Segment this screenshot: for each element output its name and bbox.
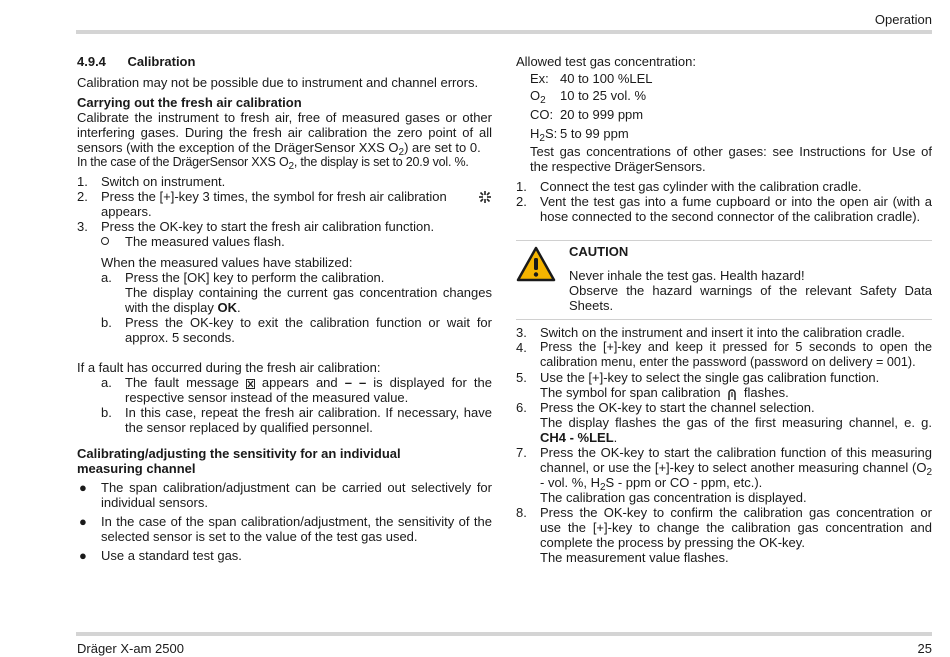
fault-substep-b: b. In this case, repeat the fresh air calibration. If necessary, have the sensor replaced by qualified personnel. <box>101 405 492 435</box>
footer-page-number: 25 <box>917 641 932 656</box>
span-heading: Calibrating/adjusting the sensitivity for an individual measuring channel <box>77 446 401 476</box>
section-title: Calibration <box>127 54 196 69</box>
bullet-icon: ● <box>79 514 87 529</box>
footer-product: Dräger X-am 2500 <box>77 641 184 656</box>
fresh-air-heading: Carrying out the fresh air calibration <box>77 95 302 110</box>
substep-b: b. Press the OK-key to exit the calibration function or wait for approx. 5 seconds. <box>101 315 492 345</box>
fresh-air-paragraph-2: In the case of the DrägerSensor XXS $O_2$, the display is set to 20.9 vol. %. <box>77 155 469 172</box>
dash-symbol: – – <box>344 375 367 390</box>
bullet-icon: ● <box>79 548 87 563</box>
other-gases-note: Test gas concentrations of other gases: see Instructions for Use of the respective DrägerSensors. <box>530 144 932 174</box>
left-column <box>77 54 492 563</box>
fault-intro: If a fault has occurred during the fresh air calibration: <box>77 360 381 375</box>
right-step-8: 8. Press the OK-key to confirm the calibration gas concentration or use the [+]-key to change the calibration gas concentration and complete the process by pressing the OK-key. The measurement value flashes. <box>516 505 932 565</box>
channel-display: CH4 - %LEL <box>540 430 614 445</box>
caution-box <box>516 240 932 320</box>
right-step-7: 7. Press the OK-key to start the calibration function of this measuring channel, or use the [+]-key to select another measuring channel ($O_2$ - vol. %, $H_2S$ - ppm or CO - ppm, etc.). The calibration gas concentration is displayed. <box>516 445 932 505</box>
right-step-3: 3. Switch on the instrument and insert it into the calibration cradle. <box>516 325 905 340</box>
calibration-intro: Calibration may not be possible due to instrument and channel errors. <box>77 75 479 90</box>
header-rule <box>76 30 932 34</box>
bullet-icon: ● <box>79 480 87 495</box>
span-bullet-1: ● The span calibration/adjustment can be carried out selectively for individual sensors. <box>79 480 492 510</box>
gas-list <box>530 70 932 174</box>
caution-title: CAUTION <box>569 244 629 259</box>
fresh-air-symbol-icon <box>478 190 492 207</box>
stabilized-text: When the measured values have stabilized: <box>101 255 353 270</box>
gas-co: CO: 20 to 999 ppm <box>530 107 644 122</box>
flash-note: The measured values flash. <box>101 234 492 249</box>
right-step-1: 1. Connect the test gas cylinder with the calibration cradle. <box>516 179 862 194</box>
gas-h2s: $H_2S$: 5 to 99 ppm <box>530 126 629 144</box>
substep-a: a. Press the [OK] key to perform the calibration. The display containing the current gas concentration changes with the display OK. <box>101 270 492 315</box>
step-3: 3. Press the OK-key to start the fresh air calibration function. <box>77 219 435 234</box>
section-heading <box>77 54 492 69</box>
span-bullet-3: ● Use a standard test gas. <box>79 548 242 563</box>
fresh-air-paragraph: Calibrate the instrument to fresh air, free of measured gases or other interfering gases. During the fresh air calibration the zero point of all sensors (with the exception of the DrägerSensor XXS $O_2$) are set to 0. <box>77 110 492 158</box>
right-step-4: 4. Press the [+]-key and keep it pressed for 5 seconds to open the calibration menu, enter the password (password on delivery = 001). <box>516 340 932 369</box>
fault-symbol-icon <box>246 377 255 387</box>
gas-ex: Ex: 40 to 100 %LEL <box>530 71 653 86</box>
right-column-lower <box>516 325 932 565</box>
span-bullet-2: ● In the case of the span calibration/adjustment, the sensitivity of the selected sensor is set to the value of the test gas used. <box>79 514 492 544</box>
fault-substep-a: a. The fault message appears and – – is displayed for the respective sensor instead of the measured value. <box>101 375 492 405</box>
right-step-5: 5. Use the [+]-key to select the single gas calibration function. The symbol for span calibration flashes. <box>516 370 880 400</box>
right-column <box>516 54 932 224</box>
allowed-gases-title: Allowed test gas concentration: <box>516 54 696 69</box>
step-1: 1. Switch on instrument. <box>77 174 226 189</box>
footer-rule <box>76 632 932 636</box>
warning-triangle-icon <box>516 246 556 285</box>
right-step-6: 6. Press the OK-key to start the channel selection. The display flashes the gas of the first measuring channel, e. g. CH4 - %LEL. <box>516 400 932 445</box>
gas-o2: $O_2$ 10 to 25 vol. % <box>530 88 646 106</box>
section-number: 4.9.4 <box>77 54 106 69</box>
span-calibration-icon <box>727 388 737 400</box>
header-section: Operation <box>874 12 932 27</box>
caution-text: Never inhale the test gas. Health hazard! Observe the hazard warnings of the relevant Safety Data Sheets. <box>569 268 932 313</box>
right-step-2: 2. Vent the test gas into a fume cupboard or into the open air (with a hose connected to the second connector of the calibration cradle). <box>516 194 932 224</box>
step-2: 2. Press the [+]-key 3 times, the symbol for fresh air calibration appears. <box>77 189 492 219</box>
circle-bullet-icon <box>101 237 109 245</box>
